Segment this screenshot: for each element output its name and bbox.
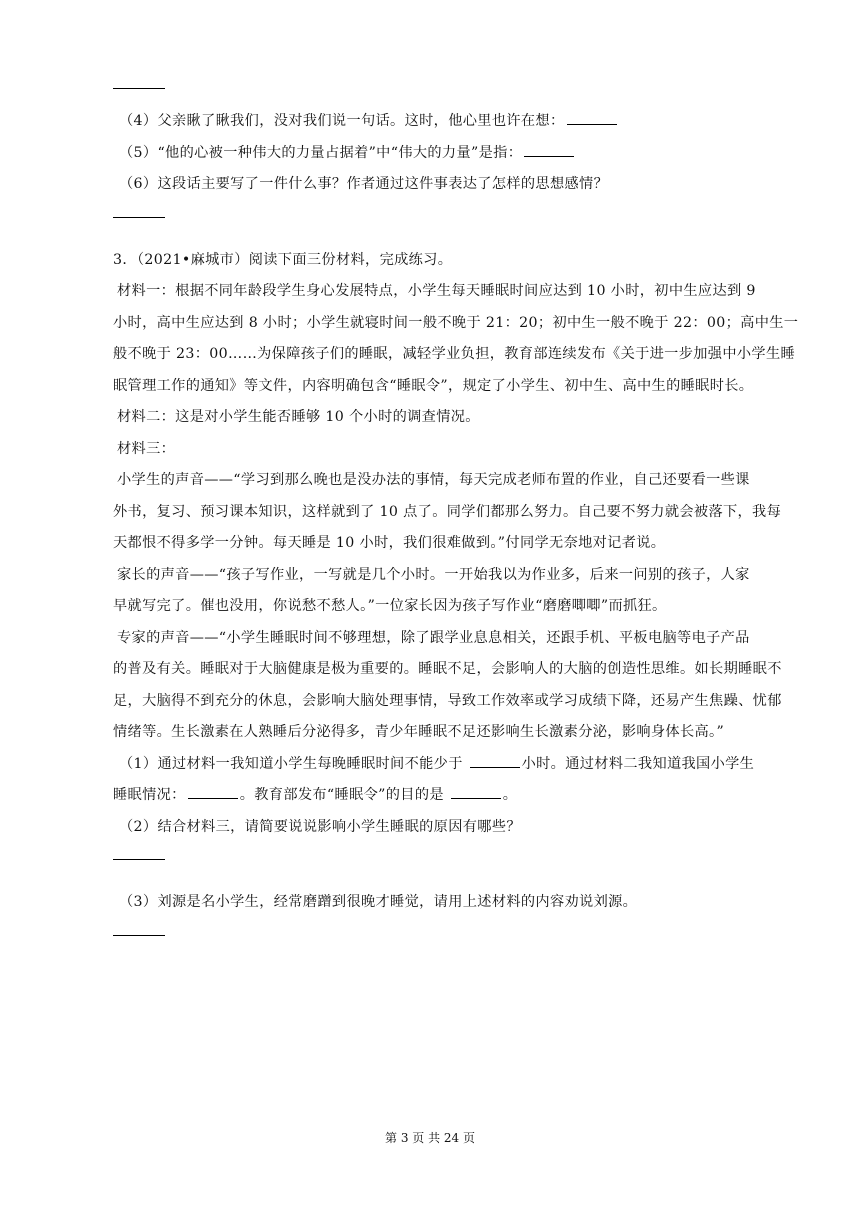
sub-question-1-text-d: 。教育部发布“睡眠令”的目的是 (239, 787, 449, 803)
sub-question-1-text-a: （1）通过材料一我知道小学生每晚睡眠时间不能少于 (119, 755, 468, 772)
answer-blank (567, 110, 617, 125)
parent-voice-line-2: 早就写完了。催也没用，你说愁不愁人。”一位家长因为孩子写作业“磨磨唧唧”而抓狂。 (113, 598, 667, 614)
answer-blank (470, 753, 520, 768)
material-3-heading: 材料三： (117, 440, 176, 457)
page-content (113, 86, 799, 963)
sub-question-1-text-e: 。 (502, 787, 518, 803)
material-1-line-2: 小时，高中生应达到 8 小时；小学生就寝时间一般不晚于 21：20；初中生一般不晚于 22：00；高中生一 (113, 314, 799, 331)
question-2-item-6: （6）这段话主要写了一件什么事？作者通过这件事表达了怎样的思想感情？ (119, 176, 609, 192)
page-number-footer: 第 3 页 共 24 页 (385, 1131, 475, 1145)
sub-question-1-line-1 (113, 749, 781, 781)
answer-line (113, 86, 781, 106)
sub-question-1-line-2 (113, 780, 781, 812)
answer-blank (451, 784, 501, 799)
item-5-text: （5）“他的心被一种伟大的力量占据着”中“伟大的力量”是指： (119, 144, 523, 161)
answer-blank (524, 142, 574, 157)
sub-question-2: （2）结合材料三，请简要说说影响小学生睡眠的原因有哪些？ (119, 818, 521, 835)
student-voice-line-1: 小学生的声音——“学习到那么晚也是没办法的事情，每天完成老师布置的作业，自己还要看一些课 (117, 472, 750, 488)
answer-line (113, 843, 781, 887)
answer-line (113, 201, 781, 245)
expert-voice-line-4: 情绪等。生长激素在人熟睡后分泌得多，青少年睡眠不足还影响生长激素分泌，影响身体长高。” (113, 724, 725, 740)
sub-question-3: （3）刘源是名小学生，经常磨蹭到很晚才睡觉，请用上述材料的内容劝说刘源。 (119, 894, 638, 910)
answer-blank (188, 784, 238, 799)
answer-line (113, 919, 781, 963)
expert-voice-line-1: 专家的声音——“小学生睡眠时间不够理想，除了跟学业息息相关，还跟手机、平板电脑等电子产品 (117, 629, 750, 646)
expert-voice-line-3: 足，大脑得不到充分的休息，会影响大脑处理事情，导致工作效率或学习成绩下降，还易产生焦躁、忧郁 (113, 692, 782, 709)
material-1-line-1: 材料一：根据不同年龄段学生身心发展特点，小学生每天睡眠时间应达到 10 小时，初中生应达到 9 (117, 283, 756, 299)
material-1-line-4: 眠管理工作的通知》等文件，内容明确包含“睡眠令”，规定了小学生、初中生、高中生的睡眠时长。 (113, 377, 754, 394)
student-voice-line-3: 天都恨不得多学一分钟。每天睡是 10 小时，我们很难做到。”付同学无奈地对记者说。 (113, 535, 666, 551)
parent-voice-line-1: 家长的声音——“孩子写作业，一写就是几个小时。一开始我以为作业多，后来一问别的孩子，人家 (117, 566, 750, 583)
sub-question-1-text-c: 睡眠情况： (113, 787, 186, 803)
question-3-title: 3．（2021•麻城市）阅读下面三份材料，完成练习。 (113, 251, 453, 268)
material-1-line-3: 般不晚于 23：00……为保障孩子们的睡眠，减轻学业负担，教育部连续发布《关于进一步加强中小学生睡 (113, 346, 796, 362)
sub-question-1-text-b: 小时。通过材料二我知道我国小学生 (521, 755, 755, 772)
material-2: 材料二：这是对小学生能否睡够 10 个小时的调查情况。 (117, 409, 480, 425)
expert-voice-line-2: 的普及有关。睡眠对于大脑健康是极为重要的。睡眠不足，会影响人的大脑的创造性思维。如长期睡眠不 (113, 661, 782, 677)
item-4-text: （4）父亲瞅了瞅我们，没对我们说一句话。这时，他心里也许在想： (119, 113, 565, 129)
question-2-item-5 (113, 138, 781, 170)
student-voice-line-2: 外书，复习、预习课本知识，这样就到了 10 点了。同学们都那么努力。自己要不努力就会被落下，我每 (113, 503, 782, 520)
question-2-item-4 (113, 106, 781, 138)
